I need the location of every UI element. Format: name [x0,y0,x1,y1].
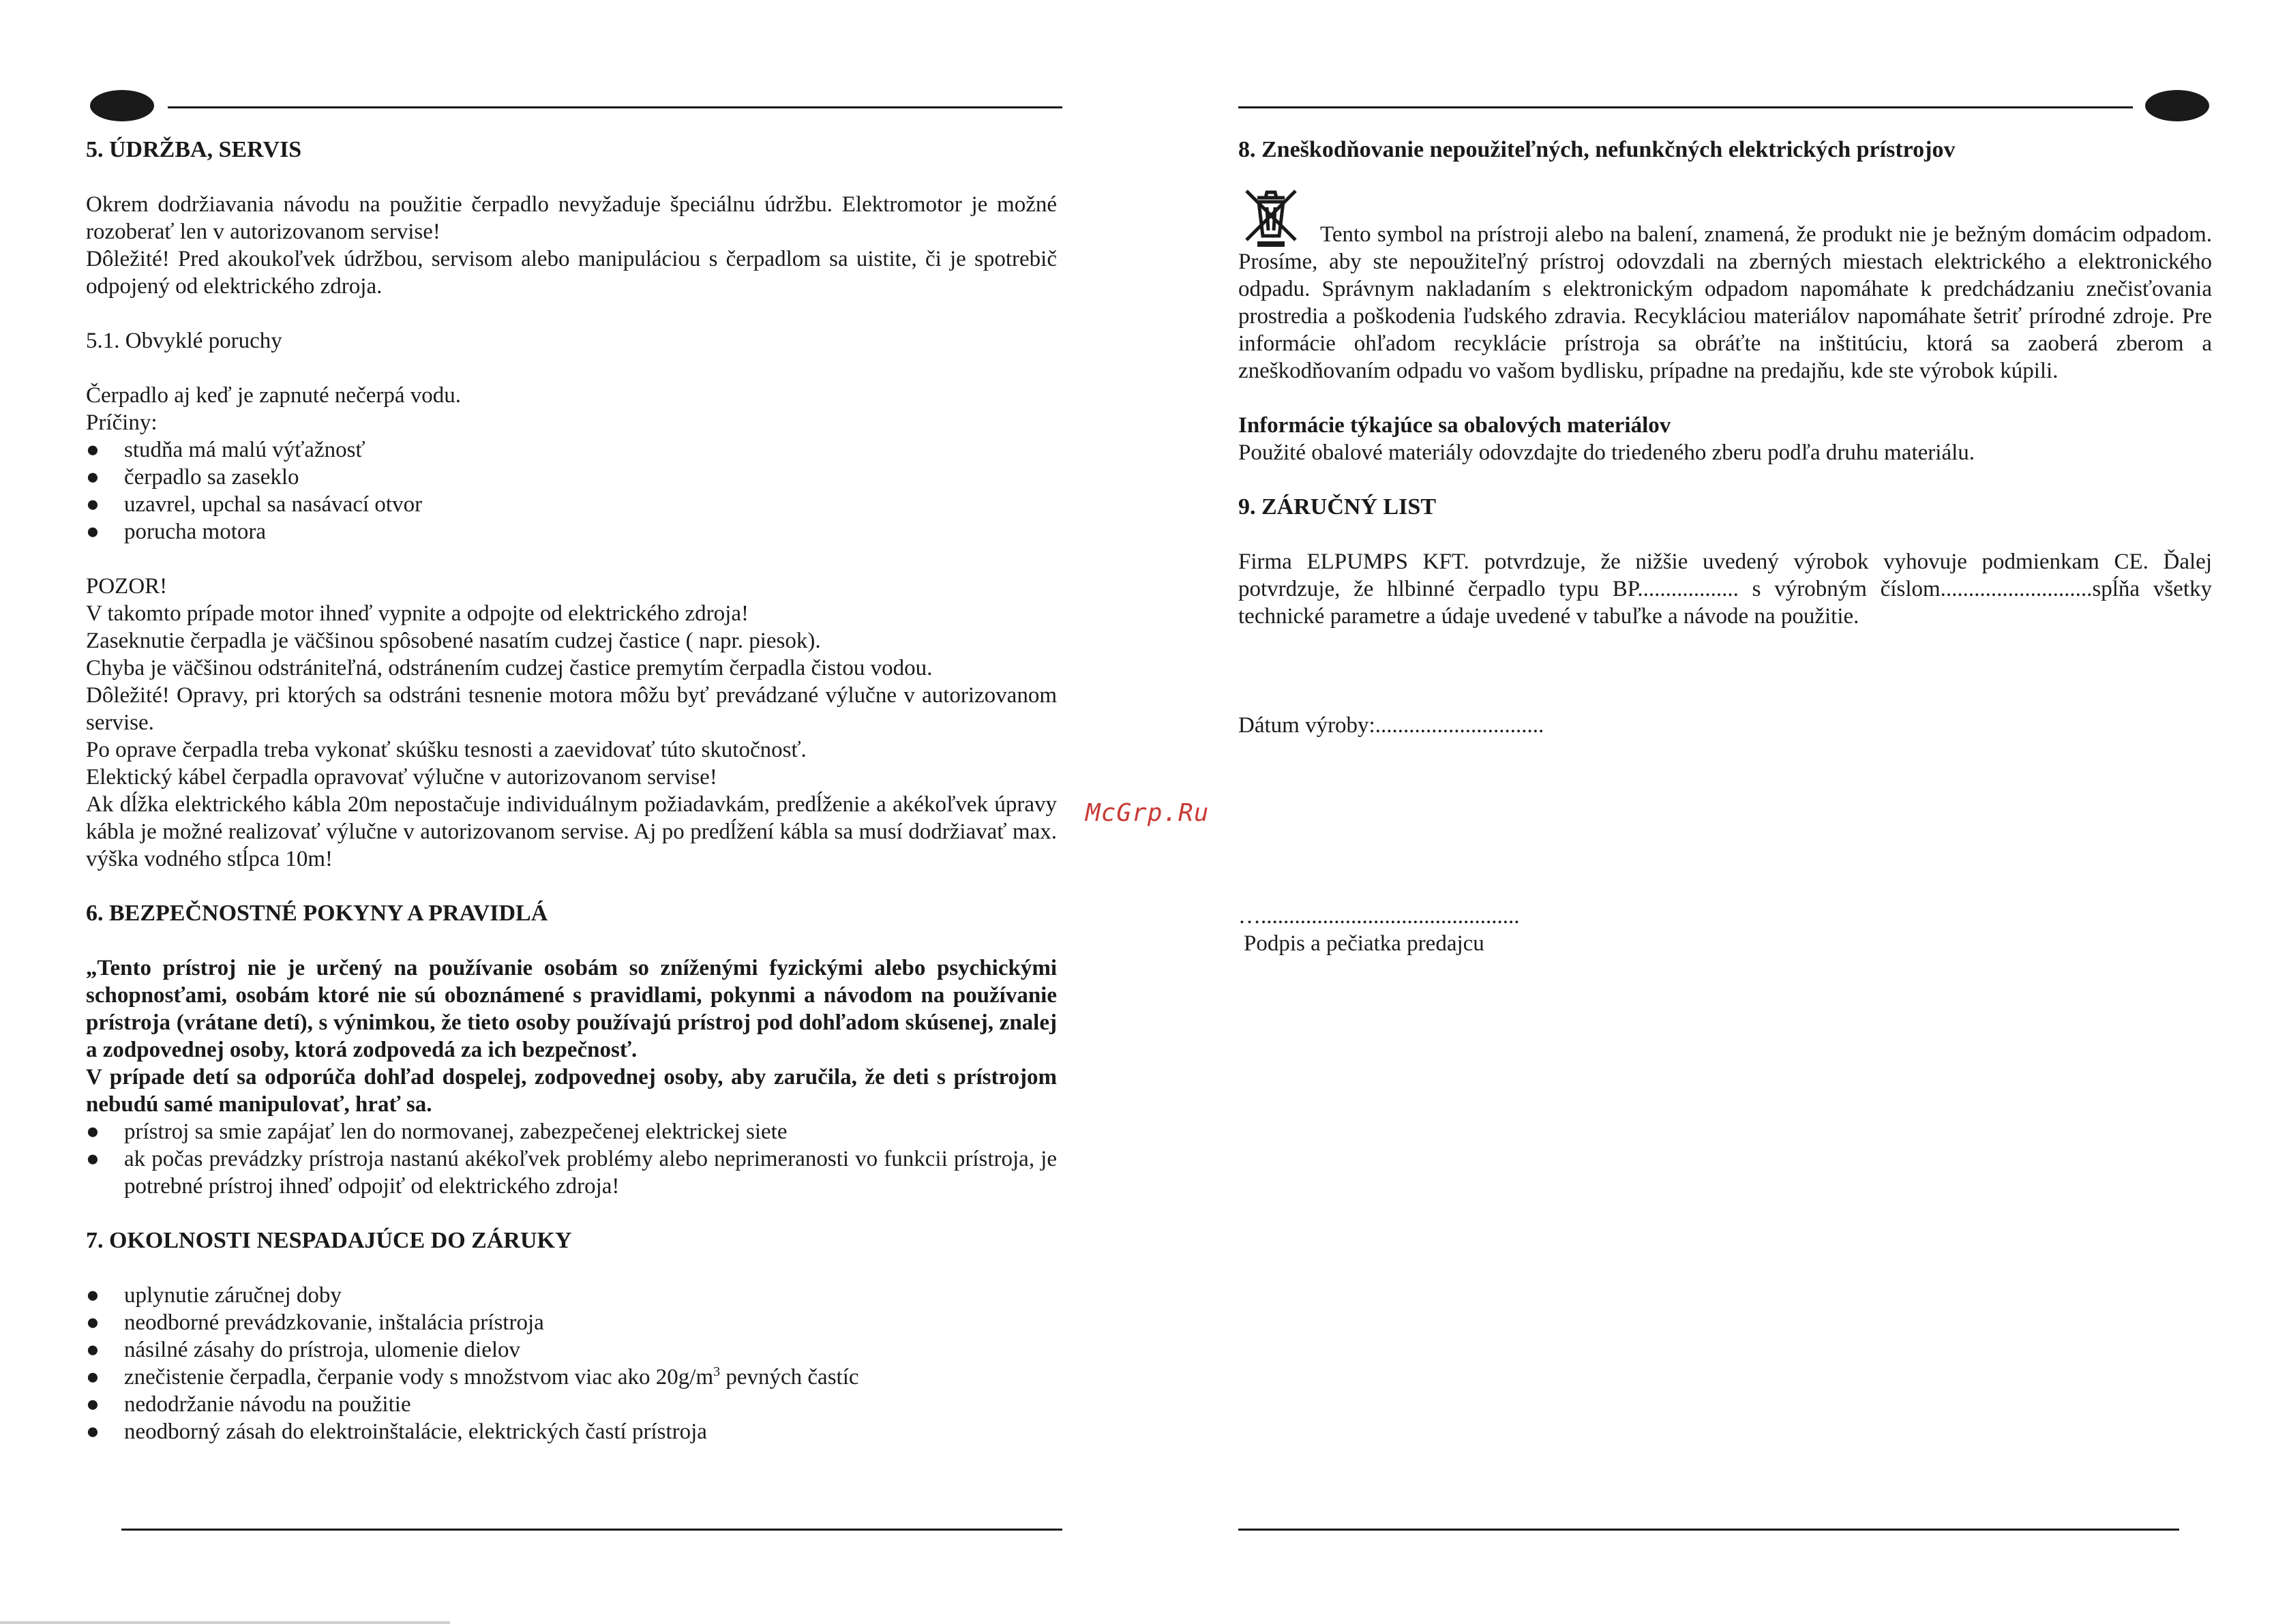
list-item: ● studňa má malú výťažnosť [86,438,365,462]
footer-rule [1238,1529,2179,1531]
list-item: ● nedodržanie návodu na použitie [86,1392,411,1417]
warning-line: Chyba je väčšinou odstrániteľná, odstránením cudzej častice premytím čerpadla čistou vodou. [86,656,933,680]
bullet-icon: ● [86,520,100,544]
children-bold-paragraph: V prípade detí sa odporúča dohľad dospelej, zodpovednej osoby, aby zaručila, že deti s prístrojom nebudú samé manipulovať, hrať sa. [86,1065,1057,1117]
disposal-paragraph: Tento symbol na prístroji alebo na balení, znamená, že produkt nie je bežným domácim odpadom. Prosíme, aby ste nepoužiteľný prístroj odovzdali na zberných miestach elektrického a elektronického odpadu. Správnym nakladaním s elektronickým odpadom napomáhate k predchádzaniu znečisťovania prostredia a poškodenia ľudského zdravia. Recykláciou materiálov napomáhate šetriť prírodné zdroje. Pre informácie ohľadom recyklácie prístroja sa obráťte na inštitúciu, ktorá sa zaoberá zberom a zneškodňovaním odpadu vo vašom bydlisku, prípadne na predajňu, kde ste výrobok kúpili. [1238,222,2212,383]
bullet-icon: ● [86,438,100,462]
weee-crossed-bin-icon [1238,183,1304,248]
warranty-paragraph: Firma ELPUMPS KFT. potvrdzuje, že nižšie uvedený výrobok vyhovuje podmienkam CE. Ďalej potvrdzuje, že hlbinné čerpadlo typu BP.................. s výrobným číslom...........................spĺňa všetky technické parametre a údaje uvedené v tabuľke a návode na použitie. [1238,550,2212,629]
production-date-field: Dátum výroby:.............................. [1238,713,1544,738]
header-rule [1238,106,2133,108]
list-item: ● porucha motora [86,520,267,544]
section-7-heading: 7. OKOLNOSTI NESPADAJÚCE DO ZÁRUKY [86,1228,572,1253]
watermark: McGrp.Ru [1086,799,1210,827]
section-8-heading: 8. Zneškodňovanie nepoužiteľných, nefunkčných elektrických prístrojov [1238,137,1956,162]
causes-label: Príčiny: [86,410,158,435]
warning-line: Elektický kábel čerpadla opravovať výlučne v autorizovanom servise! [86,765,717,790]
safety-bold-paragraph: „Tento prístroj nie je určený na používanie osobám so zníženými fyzickými alebo psychickými schopnosťami, osobám ktoré nie sú oboznámené s pravidlami, pokynmi a návodom na používanie prístroja (vrátane detí), s výnimkou, že tieto osoby používajú prístroj pod dohľadom skúsenej, znalej a zodpovednej osoby, ktorá zodpovedá za ich bezpečnosť. [86,956,1057,1062]
section-5-heading: 5. ÚDRŽBA, SERVIS [86,137,302,162]
safety-list [86,1118,1057,1200]
bullet-icon: ● [86,1365,100,1389]
list-item: ● neodborné prevádzkovanie, inštalácia prístroja [86,1310,544,1335]
bullet-icon: ● [86,1419,100,1444]
list-item: ● čerpadlo sa zaseklo [86,465,299,490]
bullet-icon: ● [86,1392,100,1417]
bullet-icon: ● [86,1119,100,1144]
footer-rule [121,1529,1062,1531]
left-page [0,0,1064,1624]
warning-line: V takomto prípade motor ihneď vypnite a odpojte od elektrického zdroja! [86,601,749,626]
bullet-icon: ● [86,492,100,517]
bullet-icon: ● [86,1310,100,1335]
list-item: ● neodborný zásah do elektroinštalácie, elektrických častí prístroja [86,1419,707,1444]
bottom-edge-strip [0,1621,450,1624]
warning-line: Po oprave čerpadla treba vykonať skúšku tesnosti a zaevidovať túto skutočnosť. [86,738,807,762]
header-rule [168,106,1062,108]
list-item: ● uzavrel, upchal sa nasávací otvor [86,492,423,517]
signature-label: Podpis a pečiatka predajcu [1244,931,1484,956]
page-number-badge [2145,90,2209,121]
section-9-heading: 9. ZÁRUČNÝ LIST [1238,494,1436,520]
list-item: ● znečistenie čerpadla, čerpanie vody s množstvom viac ako $20g/m^3$ pevných častíc [86,1364,859,1389]
left-column [86,136,1057,1445]
maintenance-paragraph: Okrem dodržiavania návodu na použitie čerpadlo nevyžaduje špeciálnu údržbu. Elektromotor je možné rozoberať len v autorizovanom servise! [86,192,1057,244]
packaging-heading: Informácie týkajúce sa obalových materiálov [1238,413,1671,438]
section-6-heading: 6. BEZPEČNOSTNÉ POKYNY A PRAVIDLÁ [86,901,548,926]
fault-intro: Čerpadlo aj keď je zapnuté nečerpá vodu. [86,383,462,408]
warning-line: Zaseknutie čerpadla je väčšinou spôsobené nasatím cudzej častice ( napr. piesok). [86,629,821,653]
bullet-icon: ● [86,1147,100,1171]
exclusions-list [86,1282,1057,1445]
page-number-badge [90,90,154,121]
list-item: ● uplynutie záručnej doby [86,1283,342,1308]
list-item: ● prístroj sa smie zapájať len do normovanej, zabezpečenej elektrickej siete [86,1119,788,1144]
warning-line: Dôležité! Opravy, pri ktorých sa odstráni tesnenie motora môžu byť prevádzané výlučne v autorizovanom servise. [86,683,1057,735]
bullet-icon: ● [86,1283,100,1308]
bullet-icon: ● [86,465,100,490]
bullet-icon: ● [86,1338,100,1362]
right-column [1238,136,2212,957]
warning-line: POZOR! [86,574,168,599]
list-item: ● násilné zásahy do prístroja, ulomenie dielov [86,1338,521,1362]
list-item: ● ak počas prevádzky prístroja nastanú akékoľvek problémy alebo neprimeranosti vo funkcii prístroja, je potrebné prístroj ihneď odpojiť od elektrického zdroja! [86,1147,1057,1199]
packaging-text: Použité obalové materiály odovzdajte do triedeného zberu podľa druhu materiálu. [1238,440,1975,465]
section-5-1-heading: 5.1. Obvyklé poruchy [86,329,282,353]
maintenance-warning: Dôležité! Pred akoukoľvek údržbou, servisom alebo manipuláciou s čerpadlom sa uistite, či je spotrebič odpojený od elektrického zdroja. [86,247,1057,299]
right-page [1227,0,2289,1624]
causes-list [86,436,1057,545]
warning-line: Ak dĺžka elektrického kábla 20m nepostačuje individuálnym požiadavkám, predĺženie a akékoľvek úpravy kábla je možné realizovať výlučne v autorizovanom servise. Aj po predĺžení kábla sa musí dodržiavať max. výška vodného stĺpca 10m! [86,792,1057,871]
signature-line: ….............................................. [1238,904,1520,929]
